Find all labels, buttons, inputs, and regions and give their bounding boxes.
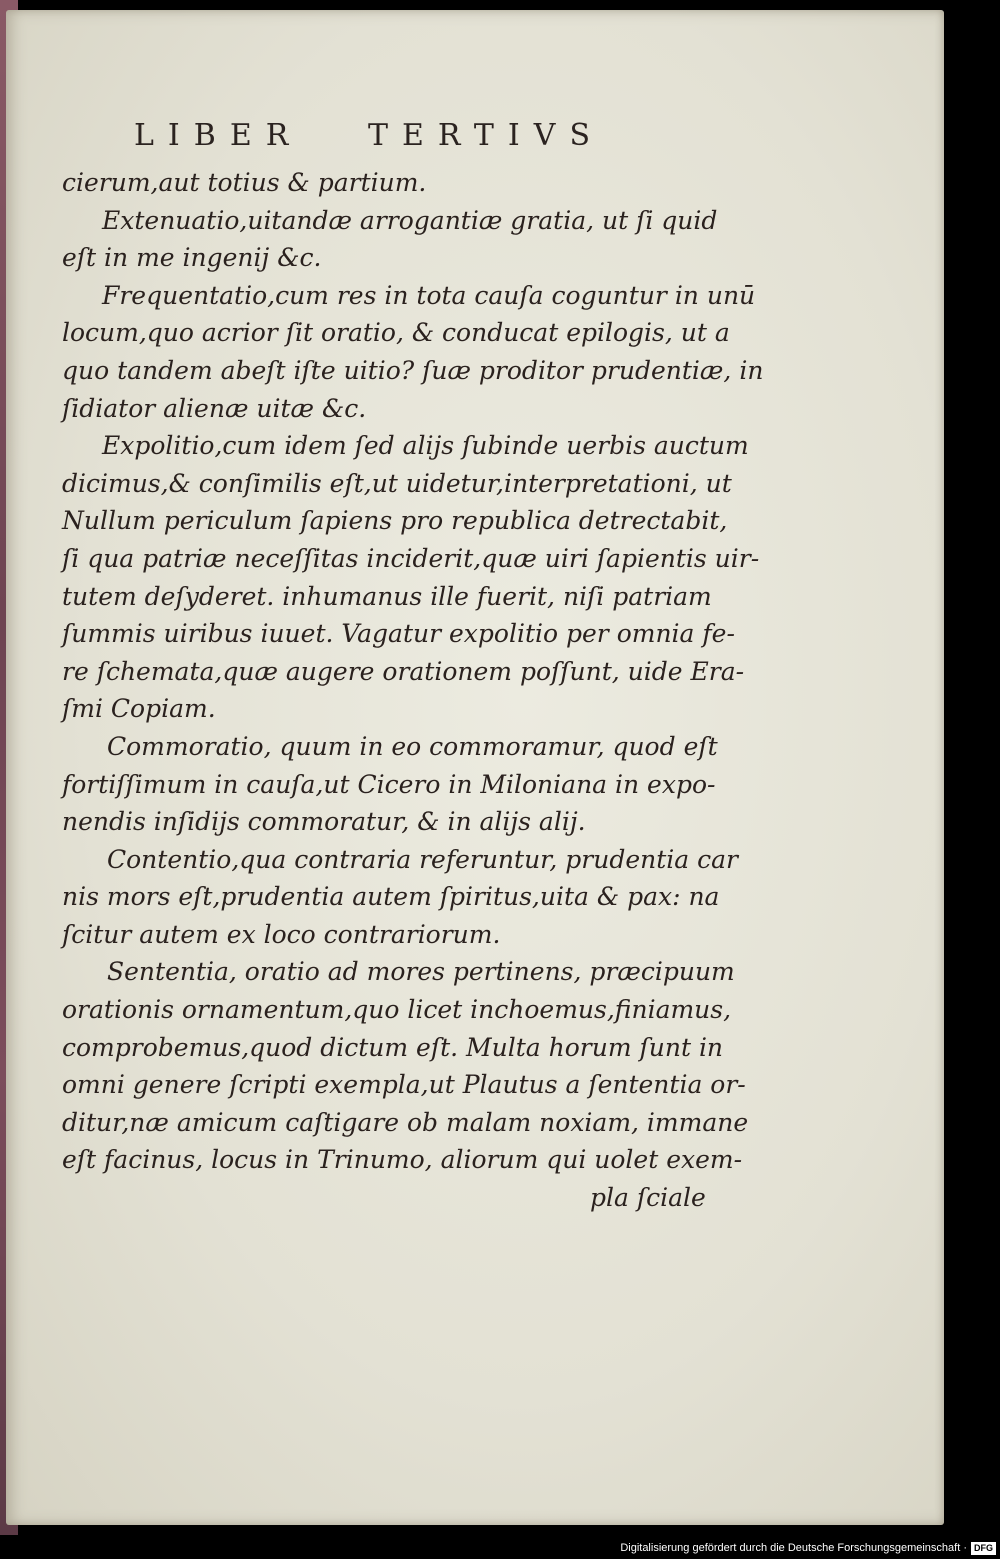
text-line: quo tandem abeſt iſte uitio? ſuæ proditor prudentiæ, in (62, 355, 764, 385)
text-line: comprobemus,quod dictum eſt. Multa horum ſunt in (62, 1032, 724, 1062)
text-line: cierum,aut totius & partium. (62, 168, 427, 197)
header-left: LIBER (134, 118, 303, 153)
running-header (134, 118, 604, 153)
digitization-credit (600, 1539, 996, 1557)
text-line: Extenuatio,uitandæ arrogantiæ gratia, ut ſi quid (102, 205, 718, 235)
text-line: Nullum periculum ſapiens pro republica detrectabit, (62, 506, 728, 536)
credit-text: Digitalisierung gefördert durch die Deutsche Forschungsgemeinschaft · (620, 1542, 967, 1554)
text-line: eſt in me ingenij &c. (62, 243, 322, 273)
text-line: eſt facinus, locus in Trinumo, aliorum qui uolet exem- (62, 1145, 743, 1175)
text-line: Frequentatio,cum res in tota cauſa coguntur in unū (102, 280, 756, 310)
text-line: orationis ornamentum,quo licet inchoemus,finiamus, (62, 995, 732, 1025)
text-line: fortiſſimum in cauſa,ut Cicero in Miloniana in expo- (62, 769, 716, 799)
text-line: Commoratio, quum in eo commoramur, quod eſt (107, 731, 718, 761)
page-body-text (62, 164, 764, 1217)
text-line: ſcitur autem ex loco contrariorum. (62, 919, 501, 949)
text-line: ſummis uiribus iuuet. Vagatur expolitio per omnia fe- (62, 619, 735, 649)
text-line: ditur,næ amicum caſtigare ob malam noxiam, immane (62, 1107, 749, 1137)
text-line: pla ſciale (590, 1183, 706, 1213)
text-line: Contentio,qua contraria referuntur, prudentia car (107, 844, 738, 874)
text-line: ſidiator alienæ uitæ &c. (62, 393, 367, 423)
text-line: locum,quo acrior ſit oratio, & conducat epilogis, ut a (62, 318, 730, 348)
text-line: nis mors eſt,prudentia autem ſpiritus,uita & pax: na (62, 882, 720, 912)
text-line: tutem deſyderet. inhumanus ille fuerit, niſi patriam (62, 581, 712, 611)
text-line: ſi qua patriæ neceſſitas inciderit,quæ uiri ſapientis uir- (62, 543, 760, 573)
dfg-logo-icon: DFG (971, 1542, 996, 1555)
text-line: dicimus,& conſimilis eſt,ut uidetur,interpretationi, ut (62, 468, 732, 498)
text-line: re ſchemata,quæ augere orationem poſſunt, uide Era- (62, 656, 745, 686)
text-line: Sententia, oratio ad mores pertinens, præcipuum (107, 957, 735, 987)
text-line: omni genere ſcripti exempla,ut Plautus a ſententia or- (62, 1070, 746, 1100)
header-right: TERTIVS (367, 118, 604, 153)
book-page (6, 10, 944, 1525)
text-line: ſmi Copiam. (62, 694, 216, 724)
text-line: nendis inſidijs commoratur, & in alijs alij. (62, 807, 586, 837)
text-line: Expolitio,cum idem ſed alijs ſubinde uerbis auctum (102, 431, 749, 461)
